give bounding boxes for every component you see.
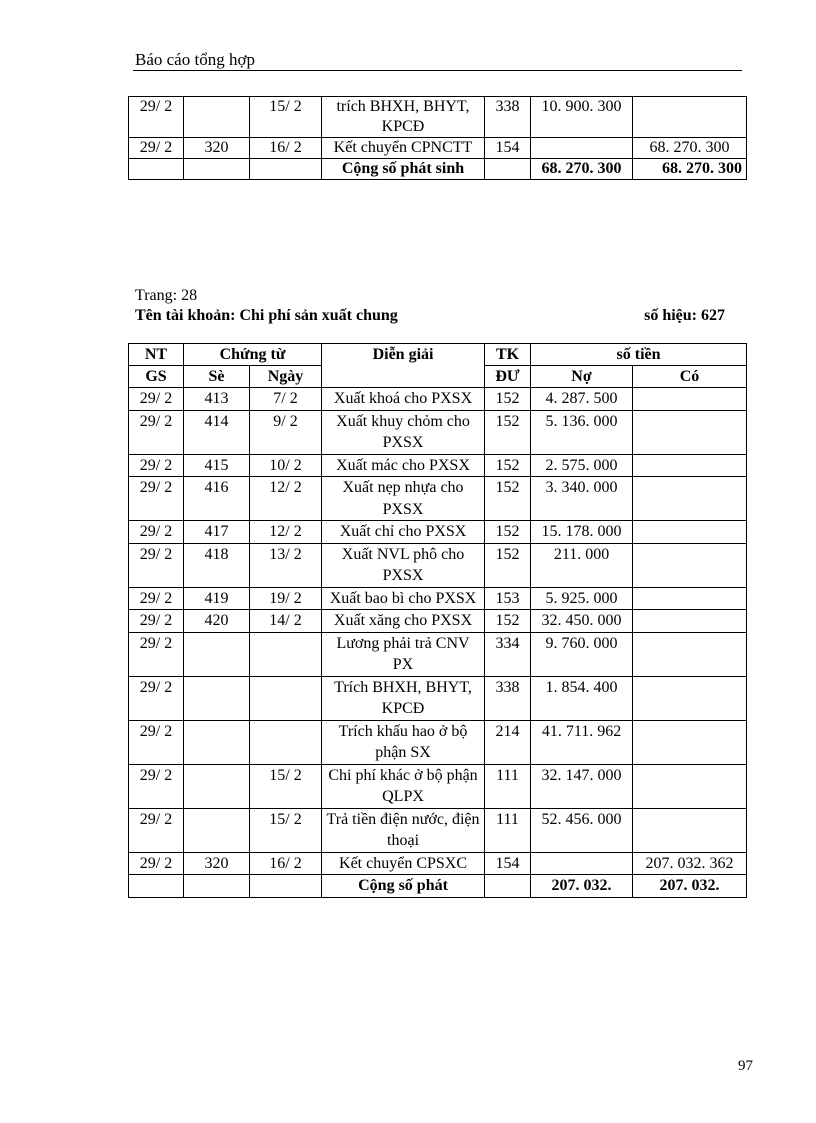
cell-so xyxy=(184,875,250,898)
table-row xyxy=(129,388,747,411)
header-so: Sè xyxy=(184,366,250,388)
cell-tk: 111 xyxy=(485,808,531,852)
header-tk-bottom: ĐƯ xyxy=(485,366,531,388)
cell-no: 2. 575. 000 xyxy=(531,454,633,477)
cell-co: 207. 032. 362 xyxy=(633,852,747,875)
cell-no: 5. 925. 000 xyxy=(531,587,633,610)
page-label: Trang: 28 xyxy=(135,287,198,304)
cell-tk: 338 xyxy=(485,97,531,138)
cell-ntgs: 29/ 2 xyxy=(129,764,184,808)
cell-so xyxy=(184,676,250,720)
header-ngay: Ngày xyxy=(250,366,322,388)
table-row xyxy=(129,764,747,808)
cell-ngay xyxy=(250,875,322,898)
cell-dien-giai: Xuất chỉ cho PXSX xyxy=(322,521,485,544)
cell-tk: 152 xyxy=(485,610,531,633)
cell-co xyxy=(633,587,747,610)
cell-so: 420 xyxy=(184,610,250,633)
total-label: Cộng số phát sinh xyxy=(322,159,485,180)
table-row xyxy=(129,97,747,138)
header-divider xyxy=(133,70,742,71)
cell-so xyxy=(184,808,250,852)
cell-dien-giai: Trích khấu hao ở bộ phận SX xyxy=(322,720,485,764)
cell-dien-giai: Trả tiền điện nước, điện thoại xyxy=(322,808,485,852)
ledger-table-continued xyxy=(128,96,747,180)
cell-no: 52. 456. 000 xyxy=(531,808,633,852)
cell-no xyxy=(531,138,633,159)
header-tk-top: TK xyxy=(485,344,531,366)
cell-ngay: 13/ 2 xyxy=(250,543,322,587)
cell-co xyxy=(633,410,747,454)
cell-dien-giai: Xuất bao bì cho PXSX xyxy=(322,587,485,610)
ledger-table-continued-body xyxy=(129,97,747,180)
table-row xyxy=(129,477,747,521)
cell-tk: 152 xyxy=(485,543,531,587)
document-header: Báo cáo tổng hợp xyxy=(135,50,255,69)
header-chung-tu: Chứng từ xyxy=(184,344,322,366)
cell-so: 320 xyxy=(184,138,250,159)
cell-co xyxy=(633,97,747,138)
ledger-table-627-body xyxy=(129,388,747,898)
cell-ngay xyxy=(250,720,322,764)
cell-tk: 152 xyxy=(485,521,531,544)
cell-co xyxy=(633,477,747,521)
cell-tk: 154 xyxy=(485,138,531,159)
cell-so: 320 xyxy=(184,852,250,875)
cell-ngay: 15/ 2 xyxy=(250,97,322,138)
cell-no: 9. 760. 000 xyxy=(531,632,633,676)
table-row xyxy=(129,543,747,587)
cell-no: 5. 136. 000 xyxy=(531,410,633,454)
cell-dien-giai: Trích BHXH, BHYT, KPCĐ xyxy=(322,676,485,720)
cell-ntgs: 29/ 2 xyxy=(129,720,184,764)
header-ntgs-top: NT xyxy=(129,344,184,366)
cell-tk: 152 xyxy=(485,477,531,521)
cell-ntgs: 29/ 2 xyxy=(129,410,184,454)
cell-dien-giai: Chi phí khác ở bộ phận QLPX xyxy=(322,764,485,808)
table-row xyxy=(129,720,747,764)
total-row xyxy=(129,875,747,898)
cell-co xyxy=(633,808,747,852)
cell-tk: 152 xyxy=(485,454,531,477)
header-co: Có xyxy=(633,366,747,388)
total-label: Cộng số phát xyxy=(322,875,485,898)
cell-co xyxy=(633,676,747,720)
cell-ntgs xyxy=(129,875,184,898)
cell-ngay: 14/ 2 xyxy=(250,610,322,633)
cell-co xyxy=(633,521,747,544)
ledger-table-header xyxy=(129,344,747,388)
cell-co xyxy=(633,388,747,411)
total-no: 68. 270. 300 xyxy=(531,159,633,180)
table-row xyxy=(129,610,747,633)
cell-ntgs: 29/ 2 xyxy=(129,632,184,676)
total-row xyxy=(129,159,747,180)
cell-ngay: 15/ 2 xyxy=(250,808,322,852)
cell-no: 32. 147. 000 xyxy=(531,764,633,808)
cell-dien-giai: Xuất khuy chỏm cho PXSX xyxy=(322,410,485,454)
cell-ngay: 9/ 2 xyxy=(250,410,322,454)
cell-no xyxy=(531,852,633,875)
cell-ngay: 12/ 2 xyxy=(250,521,322,544)
cell-so: 414 xyxy=(184,410,250,454)
cell-so: 415 xyxy=(184,454,250,477)
account-line xyxy=(135,307,725,325)
cell-so: 416 xyxy=(184,477,250,521)
cell-ngay: 16/ 2 xyxy=(250,852,322,875)
cell-dien-giai: Xuất xăng cho PXSX xyxy=(322,610,485,633)
cell-tk: 152 xyxy=(485,410,531,454)
page-number: 97 xyxy=(738,1058,753,1074)
cell-ntgs xyxy=(129,159,184,180)
cell-no: 3. 340. 000 xyxy=(531,477,633,521)
cell-tk: 111 xyxy=(485,764,531,808)
cell-co xyxy=(633,720,747,764)
header-ntgs-bottom: GS xyxy=(129,366,184,388)
cell-tk: 154 xyxy=(485,852,531,875)
cell-ntgs: 29/ 2 xyxy=(129,454,184,477)
cell-ntgs: 29/ 2 xyxy=(129,477,184,521)
cell-co xyxy=(633,543,747,587)
cell-so: 418 xyxy=(184,543,250,587)
cell-so xyxy=(184,97,250,138)
table-row xyxy=(129,676,747,720)
table-row xyxy=(129,632,747,676)
cell-ntgs: 29/ 2 xyxy=(129,587,184,610)
cell-so: 419 xyxy=(184,587,250,610)
cell-co xyxy=(633,454,747,477)
header-so-tien: số tiền xyxy=(531,344,747,366)
cell-so xyxy=(184,720,250,764)
table-row xyxy=(129,521,747,544)
cell-ngay xyxy=(250,159,322,180)
cell-ngay xyxy=(250,676,322,720)
account-name: Tên tài khoản: Chi phí sản xuất chung xyxy=(135,307,398,324)
cell-ntgs: 29/ 2 xyxy=(129,97,184,138)
cell-co: 68. 270. 300 xyxy=(633,138,747,159)
cell-so xyxy=(184,632,250,676)
cell-tk: 152 xyxy=(485,388,531,411)
table-row xyxy=(129,852,747,875)
table-row xyxy=(129,808,747,852)
cell-dien-giai: Kết chuyển CPSXC xyxy=(322,852,485,875)
cell-ngay: 10/ 2 xyxy=(250,454,322,477)
cell-dien-giai: Lương phải trả CNV PX xyxy=(322,632,485,676)
table-row xyxy=(129,410,747,454)
cell-ntgs: 29/ 2 xyxy=(129,808,184,852)
cell-ntgs: 29/ 2 xyxy=(129,852,184,875)
table-row xyxy=(129,454,747,477)
cell-no: 1. 854. 400 xyxy=(531,676,633,720)
cell-dien-giai: Xuất NVL phô cho PXSX xyxy=(322,543,485,587)
header-dien-giai: Diễn giải xyxy=(322,344,485,388)
cell-ntgs: 29/ 2 xyxy=(129,388,184,411)
cell-ntgs: 29/ 2 xyxy=(129,543,184,587)
total-co: 68. 270. 300 xyxy=(633,159,747,180)
cell-ntgs: 29/ 2 xyxy=(129,676,184,720)
cell-tk xyxy=(485,875,531,898)
cell-no: 211. 000 xyxy=(531,543,633,587)
cell-ntgs: 29/ 2 xyxy=(129,610,184,633)
total-no: 207. 032. xyxy=(531,875,633,898)
cell-co xyxy=(633,610,747,633)
header-no: Nợ xyxy=(531,366,633,388)
cell-no: 15. 178. 000 xyxy=(531,521,633,544)
cell-ngay: 16/ 2 xyxy=(250,138,322,159)
cell-ngay: 19/ 2 xyxy=(250,587,322,610)
cell-tk: 338 xyxy=(485,676,531,720)
cell-tk xyxy=(485,159,531,180)
cell-so: 417 xyxy=(184,521,250,544)
cell-no: 32. 450. 000 xyxy=(531,610,633,633)
cell-dien-giai: trích BHXH, BHYT, KPCĐ xyxy=(322,97,485,138)
cell-tk: 214 xyxy=(485,720,531,764)
cell-ntgs: 29/ 2 xyxy=(129,138,184,159)
cell-ngay xyxy=(250,632,322,676)
cell-dien-giai: Xuất mác cho PXSX xyxy=(322,454,485,477)
cell-dien-giai: Xuất khoá cho PXSX xyxy=(322,388,485,411)
cell-co xyxy=(633,632,747,676)
account-number: số hiệu: 627 xyxy=(644,307,725,324)
total-co: 207. 032. xyxy=(633,875,747,898)
cell-ngay: 15/ 2 xyxy=(250,764,322,808)
cell-tk: 334 xyxy=(485,632,531,676)
ledger-table-627 xyxy=(128,343,747,898)
cell-ngay: 7/ 2 xyxy=(250,388,322,411)
table-row xyxy=(129,587,747,610)
cell-ntgs: 29/ 2 xyxy=(129,521,184,544)
cell-so xyxy=(184,159,250,180)
cell-no: 4. 287. 500 xyxy=(531,388,633,411)
cell-ngay: 12/ 2 xyxy=(250,477,322,521)
cell-tk: 153 xyxy=(485,587,531,610)
cell-dien-giai: Xuất nẹp nhựa cho PXSX xyxy=(322,477,485,521)
cell-dien-giai: Kết chuyển CPNCTT xyxy=(322,138,485,159)
cell-so xyxy=(184,764,250,808)
cell-no: 10. 900. 300 xyxy=(531,97,633,138)
table-row xyxy=(129,138,747,159)
cell-co xyxy=(633,764,747,808)
cell-so: 413 xyxy=(184,388,250,411)
cell-no: 41. 711. 962 xyxy=(531,720,633,764)
